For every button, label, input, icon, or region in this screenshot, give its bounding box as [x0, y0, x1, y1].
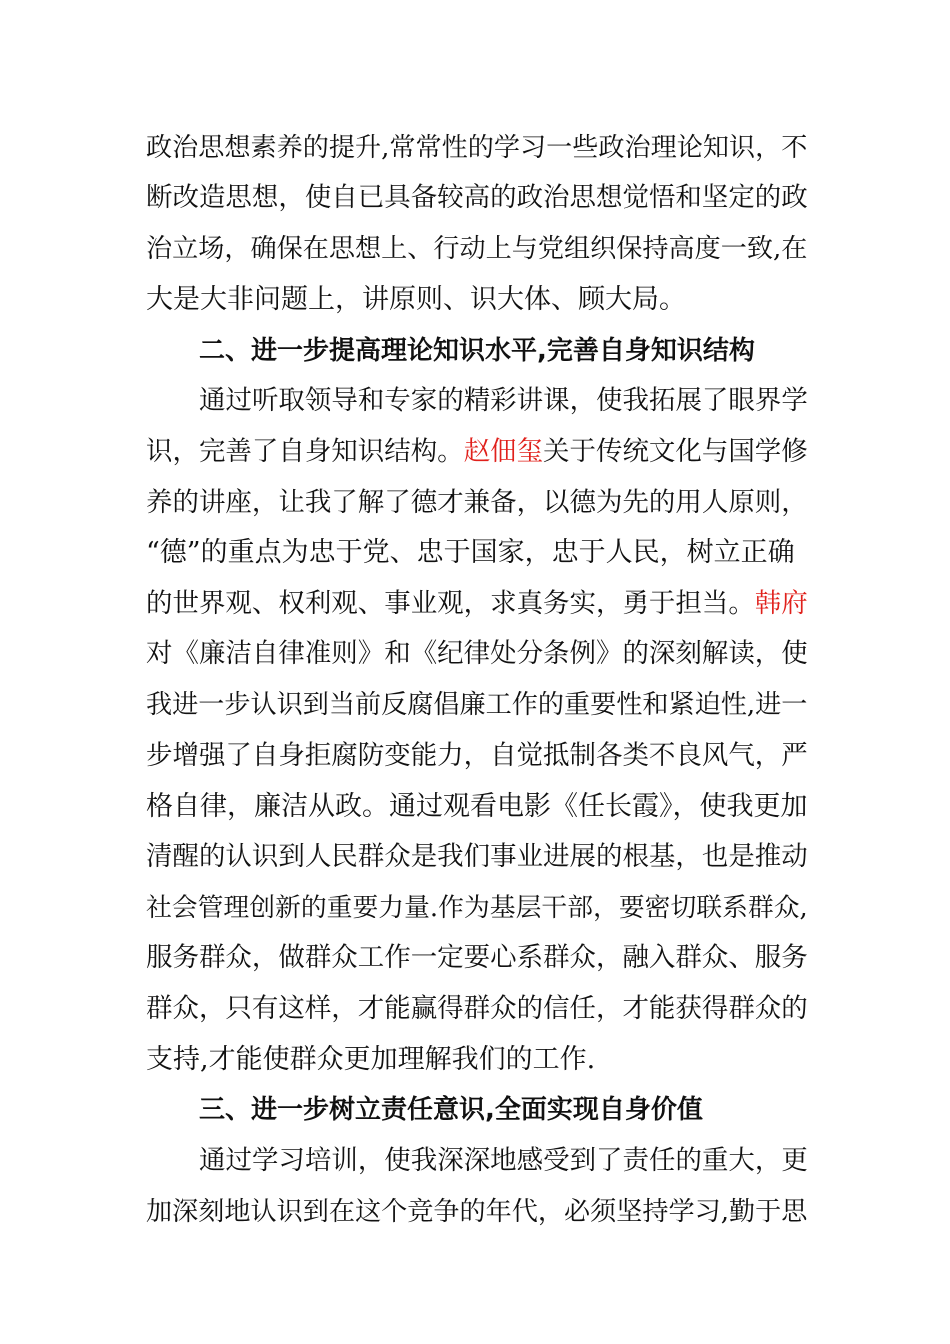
body-text-line: 格自律，廉洁从政。通过观看电影《任长霞》，使我更加 [146, 791, 808, 822]
text-segment: 识，完善了自身知识结构。 [146, 436, 464, 467]
body-text-line [146, 435, 808, 469]
body-text-line: “德”的重点为忠于党、忠于国家，忠于人民，树立正确 [146, 537, 795, 568]
body-text-line: 我进一步认识到当前反腐倡廉工作的重要性和紧迫性,进一 [146, 690, 808, 720]
body-text-line: 群众，只有这样，才能赢得群众的信任，才能获得群众的 [146, 993, 808, 1024]
highlighted-name: 赵佃玺 [463, 436, 544, 467]
body-text-line [146, 587, 808, 621]
text-segment: 的世界观、权利观、事业观，求真务实，勇于担当。 [146, 588, 755, 619]
body-text-line: 养的讲座，让我了解了德才兼备，以德为先的用人原则， [146, 487, 808, 518]
section-heading-3: 三、进一步树立责任意识,全面实现自身价值 [199, 1095, 703, 1125]
body-text-line: 通过听取领导和专家的精彩讲课，使我拓展了眼界学 [199, 385, 808, 416]
body-text-line: 大是大非问题上，讲原则、识大体、顾大局。 [146, 284, 686, 315]
body-text-line: 清醒的认识到人民群众是我们事业进展的根基，也是推动 [146, 841, 808, 872]
body-text-line: 政治思想素养的提升,常常性的学习一些政治理论知识，不 [146, 133, 808, 163]
body-text-line: 加深刻地认识到在这个竞争的年代，必须坚持学习,勤于思 [146, 1197, 808, 1227]
body-text-line: 步增强了自身拒腐防变能力，自觉抵制各类不良风气，严 [146, 740, 808, 771]
body-text-line: 治立场，确保在思想上、行动上与党组织保持高度一致,在 [146, 234, 808, 264]
body-text-line: 社会管理创新的重要力量.作为基层干部，要密切联系群众, [146, 893, 808, 923]
body-text-line: 通过学习培训，使我深深地感受到了责任的重大，更 [199, 1145, 808, 1176]
body-text-line: 支持,才能使群众更加理解我们的工作. [146, 1044, 596, 1075]
body-text-line: 断改造思想，使自已具备较高的政治思想觉悟和坚定的政 [146, 182, 808, 213]
section-heading-2: 二、进一步提高理论知识水平,完善自身知识结构 [199, 336, 755, 366]
body-text-line: 服务群众，做群众工作一定要心系群众，融入群众、服务 [146, 942, 808, 973]
text-segment: 关于传统文化与国学修 [543, 436, 808, 467]
highlighted-name: 韩府 [754, 588, 808, 619]
body-text-line: 对《廉洁自律准则》和《纪律处分条例》的深刻解读，使 [146, 638, 808, 669]
